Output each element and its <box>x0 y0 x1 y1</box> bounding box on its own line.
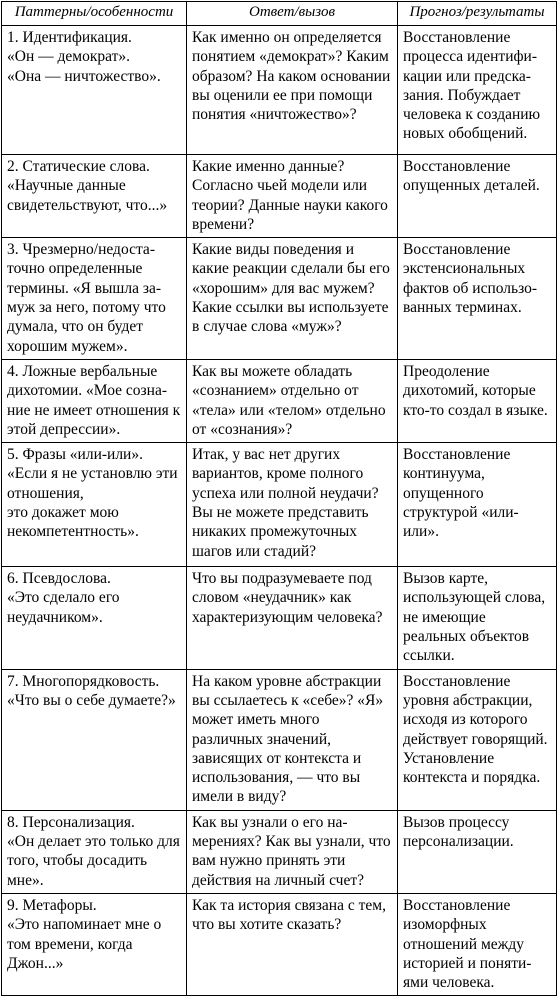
result-text: Восстановление опущенных деталей. <box>403 158 540 195</box>
response-text: Как именно он определяется понятием «демократ»? Каким образом? На каком основании вы оценили ее при помощи понятия «ничтожество»? <box>192 29 391 124</box>
result-text: Вызов карте, использующей слова, не имеющие реальных объектов ссылки. <box>403 570 546 665</box>
response-cell <box>187 443 398 567</box>
response-cell <box>187 359 398 442</box>
response-text: Какие виды поведения и какие реакции сделали бы его «хорошим» для вас мужем? Какие ссылки вы используете в случае слова «муж»? <box>192 241 390 336</box>
table-row <box>2 155 557 238</box>
response-text: На каком уровне абстракции вы ссылаетесь к «себе»? «Я» может иметь много различных значений, зависящих от контекста и использования, — что вы имели в виду? <box>192 672 384 806</box>
response-text: Какие именно данные? Согласно чьей модели или теории? Данные науки какого времени? <box>192 158 388 233</box>
result-cell <box>398 155 557 238</box>
pattern-text: 3. Чрезмерно/недостаточно определенные термины. «Я вышла замуж за него, потому что думала, что он будет хорошим мужем». <box>7 241 166 355</box>
table-row <box>2 443 557 567</box>
result-text: Восстановление экстенсиональных фактов об использованных терминах. <box>403 241 538 317</box>
result-cell <box>398 567 557 669</box>
response-text: Как вы узнали о его намерениях? Как вы узнали, что вам нужно принять эти действия на личный счет? <box>192 813 391 889</box>
result-cell <box>398 359 557 442</box>
result-text: Восстановление континуума, опущенного структурой «или-или». <box>403 446 519 541</box>
pattern-text: 8. Персонализация. «Он делает это только для того, чтобы досадить мне». <box>7 813 180 889</box>
response-cell <box>187 26 398 155</box>
pattern-text: 9. Метафоры. «Это напоминает мне о том времени, когда Джон...» <box>7 896 162 972</box>
response-cell <box>187 669 398 810</box>
response-cell <box>187 893 398 995</box>
table-row <box>2 893 557 995</box>
result-cell <box>398 893 557 995</box>
table-row <box>2 669 557 810</box>
pattern-text: 1. Идентификация. «Он — демократ». «Она — ничтожество». <box>7 29 161 85</box>
pattern-text: 6. Псевдослова. «Это сделало его неудачником». <box>7 570 120 626</box>
header-row <box>2 2 557 26</box>
header-patterns: Паттерны/особенности <box>2 2 187 26</box>
table-row <box>2 359 557 442</box>
pattern-text: 5. Фразы «или-или». «Если я не установлю эти отношения, это докажет мою некомпетентность». <box>7 446 178 541</box>
response-text: Как вы можете обладать «сознанием» отдельно от «тела» или «телом» отдельно от «сознания»? <box>192 362 386 438</box>
response-cell <box>187 238 398 360</box>
response-text: Как та история связана с тем, что вы хотите сказать? <box>192 896 386 934</box>
pattern-cell <box>2 238 187 360</box>
pattern-cell <box>2 26 187 155</box>
result-text: Восстановление уровня абстракции, исходя из которого действует говорящий. Установление контекста и порядка. <box>403 672 548 787</box>
result-text: Восстановление изоморфных отношений между историей и понятиями человека. <box>403 896 532 992</box>
pattern-cell <box>2 567 187 669</box>
result-cell <box>398 443 557 567</box>
pattern-cell <box>2 669 187 810</box>
header-response: Ответ/вызов <box>187 2 398 26</box>
pattern-text: 7. Многопорядковость. «Что вы о себе думаете?» <box>7 672 176 709</box>
response-cell <box>187 567 398 669</box>
result-cell <box>398 26 557 155</box>
result-text: Вызов процессу персонализации. <box>403 813 514 851</box>
pattern-cell <box>2 893 187 995</box>
result-text: Преодоление дихотомий, которые кто-то создал в языке. <box>403 362 548 419</box>
pattern-cell <box>2 810 187 893</box>
pattern-cell <box>2 359 187 442</box>
response-cell <box>187 810 398 893</box>
result-text: Восстановление процесса идентификации или предсказания. Побуждает человека к созданию новых обобщений. <box>403 29 541 143</box>
pattern-text: 4. Ложные вербальные дихотомии. «Мое сознание не имеет отношения к этой депрессии». <box>7 362 181 438</box>
table-row <box>2 567 557 669</box>
header-result: Прогноз/результаты <box>398 2 557 26</box>
response-text: Итак, у вас нет других вариантов, кроме полного успеха или полной неудачи? Вы не можете представить никаких промежуточных шагов или стадий? <box>192 446 379 560</box>
pattern-text: 2. Статические слова. «Научные данные свидетельствуют, что...» <box>7 158 168 214</box>
patterns-table <box>1 1 557 996</box>
response-text: Что вы подразумеваете под словом «неудачник» как характеризующим человека? <box>192 570 383 626</box>
pattern-cell <box>2 443 187 567</box>
pattern-cell <box>2 155 187 238</box>
table-row <box>2 238 557 360</box>
result-cell <box>398 238 557 360</box>
table-row <box>2 810 557 893</box>
table-row <box>2 26 557 155</box>
response-cell <box>187 155 398 238</box>
result-cell <box>398 810 557 893</box>
result-cell <box>398 669 557 810</box>
